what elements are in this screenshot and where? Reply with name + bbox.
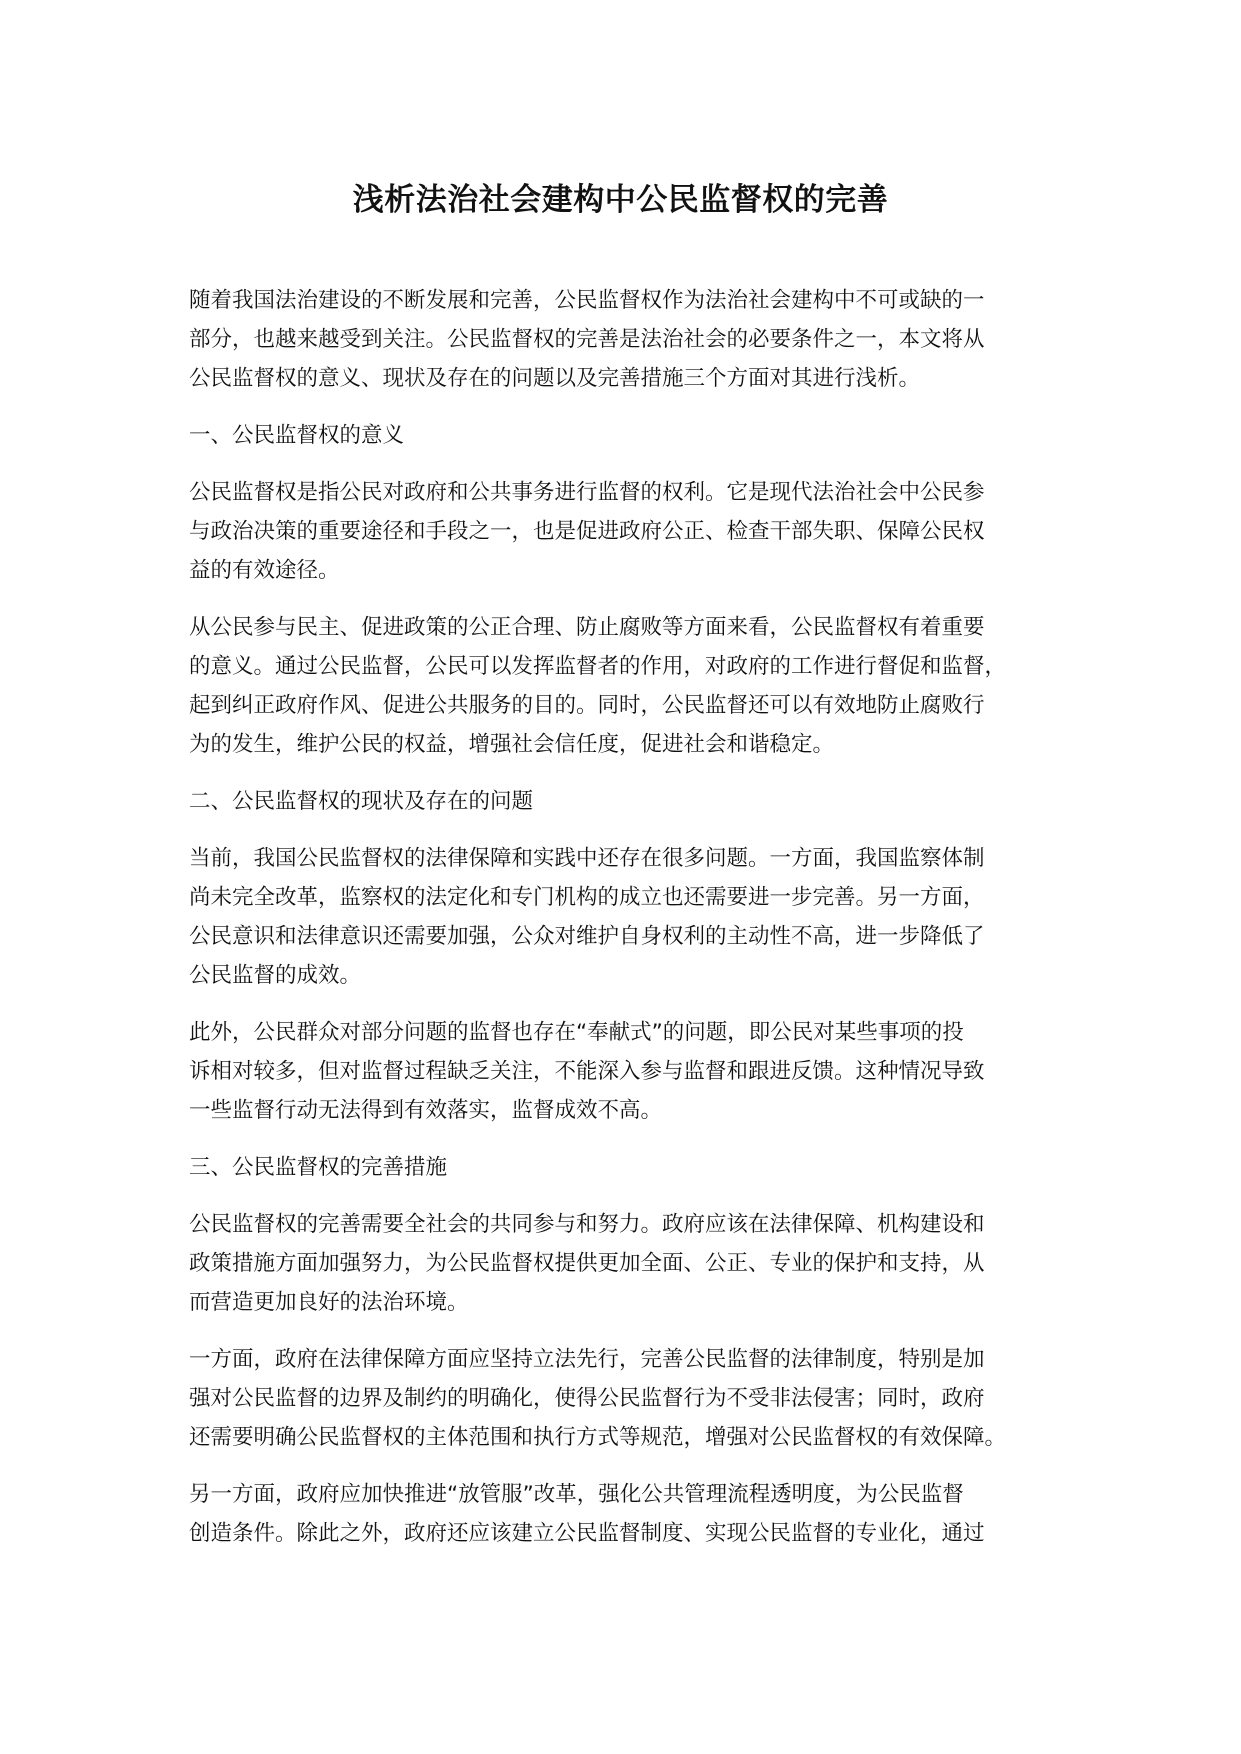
text-line: 而营造更加良好的法治环境。 [189,1290,469,1315]
paragraph [189,1205,1069,1322]
text-line: 另一方面，政府应加快推进“放管服”改革，强化公共管理流程透明度，为公民监督 [189,1482,964,1507]
heading-text: 三、公民监督权的完善措施 [189,1155,448,1180]
text-line: 公民监督权的完善需要全社会的共同参与和努力。政府应该在法律保障、机构建设和 [189,1212,985,1237]
text-line: 此外，公民群众对部分问题的监督也存在“奉献式”的问题，即公民对某些事项的投 [189,1020,964,1045]
text-line: 从公民参与民主、促进政策的公正合理、防止腐败等方面来看，公民监督权有着重要 [189,615,985,640]
text-line: 政策措施方面加强努力，为公民监督权提供更加全面、公正、专业的保护和支持，从 [189,1251,985,1276]
text-line: 一方面，政府在法律保障方面应坚持立法先行，完善公民监督的法律制度，特别是加 [189,1347,985,1372]
paragraph [189,473,1069,590]
text-line: 为的发生，维护公民的权益，增强社会信任度，促进社会和谐稳定。 [189,732,835,757]
paragraph [189,1013,1069,1130]
paragraph-intro [189,281,1069,398]
text-line: 与政治决策的重要途径和手段之一，也是促进政府公正、检查干部失职、保障公民权 [189,519,985,544]
document-body [189,281,1069,1571]
text-line: 起到纠正政府作风、促进公共服务的目的。同时，公民监督还可以有效地防止腐败行 [189,693,985,718]
text-line: 还需要明确公民监督权的主体范围和执行方式等规范，增强对公民监督权的有效保障。 [189,1425,1007,1450]
section-heading-3 [189,1148,1069,1187]
text-line: 创造条件。除此之外，政府还应该建立公民监督制度、实现公民监督的专业化，通过 [189,1521,985,1546]
section-heading-2 [189,782,1069,821]
text-line: 尚未完全改革，监察权的法定化和专门机构的成立也还需要进一步完善。另一方面， [189,885,985,910]
text-line: 公民监督权的意义、现状及存在的问题以及完善措施三个方面对其进行浅析。 [189,366,921,391]
text-line: 强对公民监督的边界及制约的明确化，使得公民监督行为不受非法侵害；同时，政府 [189,1386,985,1411]
text-line: 的意义。通过公民监督，公民可以发挥监督者的作用，对政府的工作进行督促和监督， [189,654,1007,679]
text-line: 公民监督的成效。 [189,963,362,988]
paragraph [189,839,1069,995]
text-line: 公民监督权是指公民对政府和公共事务进行监督的权利。它是现代法治社会中公民参 [189,480,985,505]
text-line: 当前，我国公民监督权的法律保障和实践中还存在很多问题。一方面，我国监察体制 [189,846,985,871]
paragraph [189,608,1069,764]
heading-text: 二、公民监督权的现状及存在的问题 [189,789,534,814]
heading-text: 一、公民监督权的意义 [189,423,405,448]
text-line: 诉相对较多，但对监督过程缺乏关注，不能深入参与监督和跟进反馈。这种情况导致 [189,1059,985,1084]
document-title: 浅析法治社会建构中公民监督权的完善 [352,182,889,218]
section-heading-1 [189,416,1069,455]
text-line: 益的有效途径。 [189,558,340,583]
text-line: 公民意识和法律意识还需要加强，公众对维护自身权利的主动性不高，进一步降低了 [189,924,985,949]
text-line: 一些监督行动无法得到有效落实，监督成效不高。 [189,1098,663,1123]
paragraph [189,1340,1069,1457]
paragraph [189,1475,1069,1553]
text-line: 随着我国法治建设的不断发展和完善，公民监督权作为法治社会建构中不可或缺的一 [189,288,985,313]
text-line: 部分，也越来越受到关注。公民监督权的完善是法治社会的必要条件之一，本文将从 [189,327,985,352]
